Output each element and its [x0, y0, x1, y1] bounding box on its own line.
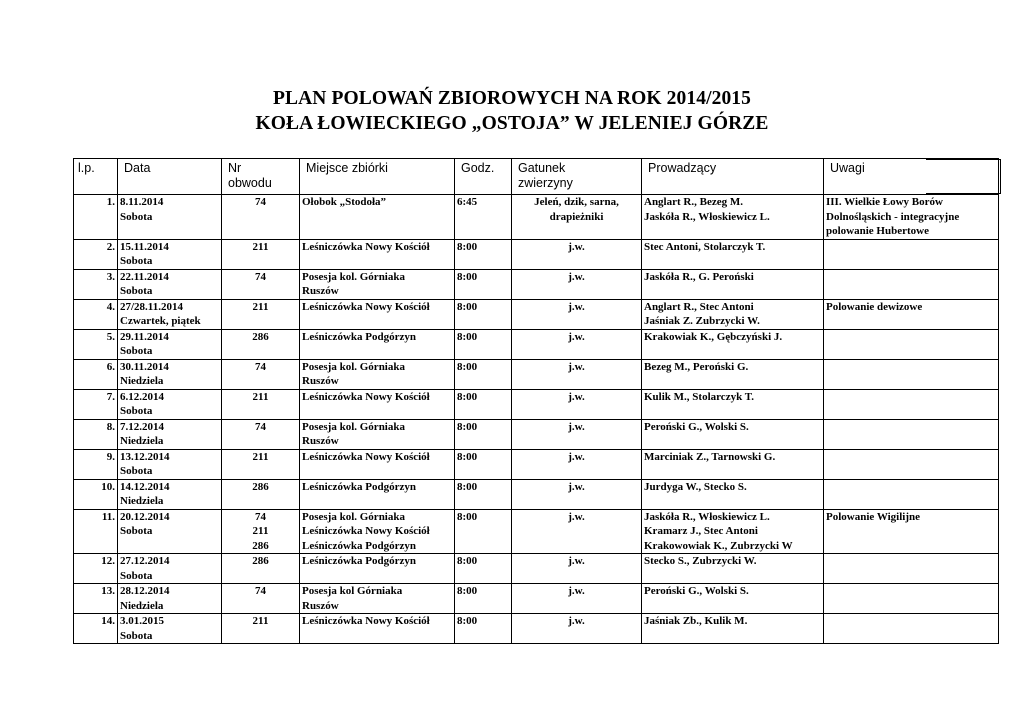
cell-prowadzacy-line: Jaskóła R., Włoskiewicz L.: [644, 510, 770, 523]
cell-date-line: 20.12.2014: [120, 510, 170, 523]
cell-gatunek-line: j.w.: [568, 270, 585, 283]
cell-date: [118, 195, 222, 240]
cell-prowadzacy-line: Marciniak Z., Tarnowski G.: [644, 450, 776, 463]
cell-godz: 8:00: [455, 419, 512, 449]
cell-uwagi: [824, 299, 999, 329]
cell-miejsce: [300, 299, 455, 329]
hunting-plan-table: [73, 158, 999, 644]
cell-nr-obwodu-line: 211: [252, 615, 269, 627]
cell-uwagi: [824, 329, 999, 359]
cell-date: [118, 554, 222, 584]
cell-date-line: 7.12.2014: [120, 420, 164, 433]
cell-prowadzacy: [642, 269, 824, 299]
document-title: PLAN POLOWAŃ ZBIOROWYCH NA ROK 2014/2015: [273, 88, 751, 109]
cell-prowadzacy: [642, 614, 824, 644]
cell-miejsce: [300, 554, 455, 584]
table-row: [74, 239, 999, 269]
cell-lp: 12.: [74, 554, 118, 584]
cell-date-line: Niedziela: [120, 375, 164, 387]
cell-gatunek: [512, 449, 642, 479]
cell-date-line: Niedziela: [120, 599, 164, 612]
cell-prowadzacy: [642, 195, 824, 240]
cell-gatunek: [512, 584, 642, 614]
cell-uwagi: [824, 359, 999, 389]
cell-nr-obwodu: [222, 359, 300, 389]
cell-godz: 8:00: [455, 329, 512, 359]
cell-date-line: 15.11.2014: [120, 240, 169, 253]
cell-miejsce-line: Leśniczówka Nowy Kościół: [302, 240, 430, 253]
cell-gatunek: [512, 239, 642, 269]
cell-godz: 8:00: [455, 359, 512, 389]
cell-prowadzacy-line: Bezeg M., Peroński G.: [644, 360, 749, 373]
cell-date-line: Sobota: [120, 285, 153, 297]
cell-miejsce-line: Posesja kol. Górniaka: [302, 510, 405, 523]
cell-nr-obwodu-line: 211: [252, 390, 269, 403]
cell-miejsce-line: Leśniczówka Podgórzyn: [302, 555, 416, 567]
cell-nr-obwodu: [222, 614, 300, 644]
cell-date-line: 8.11.2014: [120, 196, 164, 208]
cell-gatunek-line: Jeleń, dzik, sarna,: [534, 196, 619, 208]
cell-nr-obwodu-line: 211: [252, 525, 269, 537]
cell-uwagi-line: polowanie Hubertowe: [826, 225, 929, 237]
cell-date: [118, 419, 222, 449]
cell-date-line: Sobota: [120, 525, 153, 537]
header-nr-obwodu: Nr obwodu: [222, 159, 300, 195]
cell-date-line: 28.12.2014: [120, 585, 170, 597]
cell-uwagi: [824, 269, 999, 299]
cell-date-line: 30.11.2014: [120, 360, 169, 373]
cell-gatunek-line: j.w.: [568, 510, 585, 523]
cell-lp: 2.: [74, 239, 118, 269]
cell-date-line: Niedziela: [120, 435, 164, 447]
cell-nr-obwodu: [222, 479, 300, 509]
cell-gatunek: [512, 509, 642, 554]
cell-gatunek: [512, 614, 642, 644]
cell-miejsce-line: Leśniczówka Nowy Kościół: [302, 525, 430, 537]
cell-date-line: 29.11.2014: [120, 330, 169, 343]
header-lp: l.p.: [74, 159, 118, 195]
cell-prowadzacy-line: Kulik M., Stolarczyk T.: [644, 390, 755, 403]
cell-miejsce: [300, 195, 455, 240]
table-body: [74, 195, 999, 644]
table-row: [74, 299, 999, 329]
cell-godz: 8:00: [455, 479, 512, 509]
cell-nr-obwodu-line: 286: [252, 330, 269, 343]
cell-prowadzacy-line: Stec Antoni, Stolarczyk T.: [644, 240, 766, 253]
cell-prowadzacy-line: Anglart R., Bezeg M.: [644, 196, 743, 208]
cell-godz: 8:00: [455, 299, 512, 329]
cell-lp: 5.: [74, 329, 118, 359]
cell-date: [118, 359, 222, 389]
cell-nr-obwodu-line: 286: [252, 555, 269, 567]
cell-prowadzacy-line: Peroński G., Wolski S.: [644, 585, 749, 597]
cell-godz: 8:00: [455, 584, 512, 614]
cell-lp: 1.: [74, 195, 118, 240]
cell-godz: 8:00: [455, 554, 512, 584]
cell-date-line: Niedziela: [120, 495, 164, 507]
cell-godz: 8:00: [455, 614, 512, 644]
cell-prowadzacy: [642, 509, 824, 554]
cell-gatunek: [512, 359, 642, 389]
cell-uwagi-line: III. Wielkie Łowy Borów: [826, 196, 943, 208]
cell-date-line: Sobota: [120, 210, 153, 223]
cell-nr-obwodu-line: 74: [255, 510, 266, 523]
cell-miejsce-line: Ruszów: [302, 375, 339, 387]
cell-miejsce: [300, 584, 455, 614]
cell-uwagi-line: Dolnośląskich - integracyjne: [826, 210, 960, 223]
cell-miejsce: [300, 389, 455, 419]
cell-date-line: Czwartek, piątek: [120, 315, 201, 327]
cell-gatunek: [512, 389, 642, 419]
table-row: [74, 389, 999, 419]
cell-nr-obwodu: [222, 389, 300, 419]
cell-nr-obwodu-line: 74: [255, 360, 266, 373]
cell-nr-obwodu: [222, 299, 300, 329]
cell-date-line: 27/28.11.2014: [120, 300, 183, 313]
cell-godz: 6:45: [455, 195, 512, 240]
cell-miejsce-line: Ruszów: [302, 435, 339, 447]
cell-miejsce: [300, 449, 455, 479]
cell-miejsce-line: Leśniczówka Podgórzyn: [302, 480, 416, 493]
cell-uwagi: [824, 419, 999, 449]
cell-prowadzacy: [642, 449, 824, 479]
cell-miejsce: [300, 479, 455, 509]
cell-miejsce-line: Ruszów: [302, 285, 339, 297]
cell-prowadzacy-line: Jaskóła R., G. Peroński: [644, 270, 754, 283]
cell-date-line: 27.12.2014: [120, 555, 170, 567]
header-prowadzacy: Prowadzący: [642, 159, 824, 195]
cell-nr-obwodu: [222, 584, 300, 614]
cell-prowadzacy: [642, 359, 824, 389]
cell-date: [118, 479, 222, 509]
cell-prowadzacy-line: Krakowiak K., Gębczyński J.: [644, 330, 783, 343]
cell-prowadzacy-line: Anglart R., Stec Antoni: [644, 300, 754, 313]
cell-uwagi: [824, 554, 999, 584]
table-row: [74, 509, 999, 554]
cell-miejsce-line: Posesja kol Górniaka: [302, 585, 403, 597]
cell-gatunek-line: j.w.: [568, 585, 585, 597]
header-data: Data: [118, 159, 222, 195]
cell-uwagi: [824, 449, 999, 479]
cell-gatunek-line: j.w.: [568, 555, 585, 567]
cell-lp: 7.: [74, 389, 118, 419]
cell-miejsce-line: Leśniczówka Podgórzyn: [302, 330, 416, 343]
cell-nr-obwodu: [222, 509, 300, 554]
cell-date: [118, 584, 222, 614]
table-row: [74, 554, 999, 584]
table-row: [74, 329, 999, 359]
cell-miejsce: [300, 269, 455, 299]
cell-prowadzacy: [642, 584, 824, 614]
cell-prowadzacy: [642, 329, 824, 359]
cell-nr-obwodu: [222, 195, 300, 240]
table-row: [74, 359, 999, 389]
cell-nr-obwodu: [222, 449, 300, 479]
cell-gatunek: [512, 419, 642, 449]
cell-miejsce-line: Posesja kol. Górniaka: [302, 420, 405, 433]
cell-nr-obwodu-line: 211: [252, 300, 269, 313]
cell-miejsce-line: Leśniczówka Podgórzyn: [302, 539, 416, 552]
cell-uwagi-line: Polowanie Wigilijne: [826, 510, 921, 523]
cell-lp: 9.: [74, 449, 118, 479]
cell-godz: 8:00: [455, 509, 512, 554]
cell-miejsce-line: Leśniczówka Nowy Kościół: [302, 615, 430, 627]
cell-gatunek-line: j.w.: [568, 360, 585, 373]
cell-miejsce: [300, 239, 455, 269]
cell-date: [118, 299, 222, 329]
cell-nr-obwodu-line: 286: [252, 480, 269, 493]
cell-date-line: 13.12.2014: [120, 450, 170, 463]
cell-gatunek-line: j.w.: [568, 330, 585, 343]
cell-prowadzacy-line: Jaskóła R., Włoskiewicz L.: [644, 210, 770, 223]
cell-miejsce-line: Posesja kol. Górniaka: [302, 270, 405, 283]
cell-date-line: Sobota: [120, 569, 153, 582]
document-subtitle: KOŁA ŁOWIECKIEGO „OSTOJA” W JELENIEJ GÓRZE: [255, 113, 769, 134]
cell-uwagi: [824, 479, 999, 509]
cell-gatunek: [512, 554, 642, 584]
table-row: [74, 449, 999, 479]
cell-miejsce-line: Ołobok „Stodoła”: [302, 196, 387, 208]
cell-prowadzacy: [642, 554, 824, 584]
cell-prowadzacy-line: Jaśniak Zb., Kulik M.: [644, 615, 748, 627]
cell-miejsce-line: Posesja kol. Górniaka: [302, 360, 405, 373]
cell-prowadzacy: [642, 389, 824, 419]
cell-gatunek: [512, 329, 642, 359]
cell-miejsce-line: Leśniczówka Nowy Kościół: [302, 300, 430, 313]
cell-miejsce: [300, 614, 455, 644]
table-row: [74, 419, 999, 449]
cell-lp: 13.: [74, 584, 118, 614]
cell-date: [118, 239, 222, 269]
cell-lp: 10.: [74, 479, 118, 509]
cell-nr-obwodu: [222, 329, 300, 359]
cell-nr-obwodu-line: 211: [252, 240, 269, 253]
cell-lp: 3.: [74, 269, 118, 299]
cell-miejsce: [300, 509, 455, 554]
cell-uwagi: [824, 195, 999, 240]
cell-date-line: 3.01.2015: [120, 615, 164, 627]
cell-prowadzacy-line: Jaśniak Z. Zubrzycki W.: [644, 315, 760, 327]
header-uwagi: Uwagi: [824, 159, 999, 195]
cell-lp: 8.: [74, 419, 118, 449]
cell-godz: 8:00: [455, 449, 512, 479]
cell-uwagi: [824, 239, 999, 269]
cell-date: [118, 614, 222, 644]
cell-gatunek-line: drapieżniki: [549, 210, 604, 223]
header-godz: Godz.: [455, 159, 512, 195]
cell-date: [118, 509, 222, 554]
cell-miejsce: [300, 419, 455, 449]
cell-prowadzacy-line: Peroński G., Wolski S.: [644, 420, 749, 433]
cell-gatunek: [512, 195, 642, 240]
cell-prowadzacy: [642, 299, 824, 329]
cell-date-line: 6.12.2014: [120, 390, 164, 403]
cell-uwagi-line: Polowanie dewizowe: [826, 300, 923, 313]
cell-gatunek-line: j.w.: [568, 240, 585, 253]
cell-date-line: Sobota: [120, 465, 153, 477]
cell-nr-obwodu-line: 74: [255, 270, 266, 283]
cell-nr-obwodu: [222, 239, 300, 269]
cell-uwagi: [824, 614, 999, 644]
cell-date-line: Sobota: [120, 255, 153, 267]
cell-miejsce: [300, 329, 455, 359]
cell-lp: 14.: [74, 614, 118, 644]
cell-gatunek: [512, 299, 642, 329]
cell-nr-obwodu-line: 211: [252, 450, 269, 463]
cell-gatunek-line: j.w.: [568, 480, 585, 493]
cell-prowadzacy-line: Krakowowiak K., Zubrzycki W: [644, 539, 793, 552]
cell-prowadzacy: [642, 419, 824, 449]
cell-godz: 8:00: [455, 389, 512, 419]
cell-lp: 6.: [74, 359, 118, 389]
cell-date: [118, 389, 222, 419]
cell-lp: 4.: [74, 299, 118, 329]
cell-prowadzacy-line: Stecko S., Zubrzycki W.: [644, 555, 757, 567]
cell-prowadzacy-line: Jurdyga W., Stecko S.: [644, 480, 747, 493]
cell-miejsce-line: Leśniczówka Nowy Kościół: [302, 450, 430, 463]
cell-prowadzacy: [642, 479, 824, 509]
cell-nr-obwodu: [222, 269, 300, 299]
cell-godz: 8:00: [455, 269, 512, 299]
table-row: [74, 584, 999, 614]
cell-miejsce-line: Leśniczówka Nowy Kościół: [302, 390, 430, 403]
cell-gatunek-line: j.w.: [568, 450, 585, 463]
cell-prowadzacy: [642, 239, 824, 269]
table-row: [74, 479, 999, 509]
cell-uwagi: [824, 509, 999, 554]
cell-uwagi: [824, 584, 999, 614]
cell-date: [118, 269, 222, 299]
table-row: [74, 195, 999, 240]
cell-date-line: Sobota: [120, 405, 153, 417]
cell-nr-obwodu-line: 74: [255, 196, 266, 208]
cell-date-line: Sobota: [120, 629, 153, 642]
cell-gatunek: [512, 479, 642, 509]
cell-miejsce-line: Ruszów: [302, 599, 339, 612]
table-header-row: [74, 159, 999, 195]
cell-gatunek-line: j.w.: [568, 390, 585, 403]
cell-uwagi: [824, 389, 999, 419]
cell-date-line: 22.11.2014: [120, 270, 169, 283]
cell-gatunek-line: j.w.: [568, 300, 585, 313]
cell-nr-obwodu-line: 286: [252, 539, 269, 552]
header-gatunek: Gatunek zwierzyny: [512, 159, 642, 195]
cell-prowadzacy-line: Kramarz J., Stec Antoni: [644, 525, 758, 537]
header-miejsce: Miejsce zbiórki: [300, 159, 455, 195]
cell-gatunek-line: j.w.: [568, 615, 585, 627]
cell-lp: 11.: [74, 509, 118, 554]
cell-miejsce: [300, 359, 455, 389]
cell-nr-obwodu-line: 74: [255, 420, 266, 433]
cell-date-line: 14.12.2014: [120, 480, 170, 493]
cell-date-line: Sobota: [120, 345, 153, 357]
table-row: [74, 269, 999, 299]
cell-gatunek: [512, 269, 642, 299]
cell-nr-obwodu-line: 74: [255, 585, 266, 597]
cell-date: [118, 329, 222, 359]
cell-nr-obwodu: [222, 419, 300, 449]
cell-nr-obwodu: [222, 554, 300, 584]
cell-godz: 8:00: [455, 239, 512, 269]
cell-date: [118, 449, 222, 479]
table-row: [74, 614, 999, 644]
cell-gatunek-line: j.w.: [568, 420, 585, 433]
